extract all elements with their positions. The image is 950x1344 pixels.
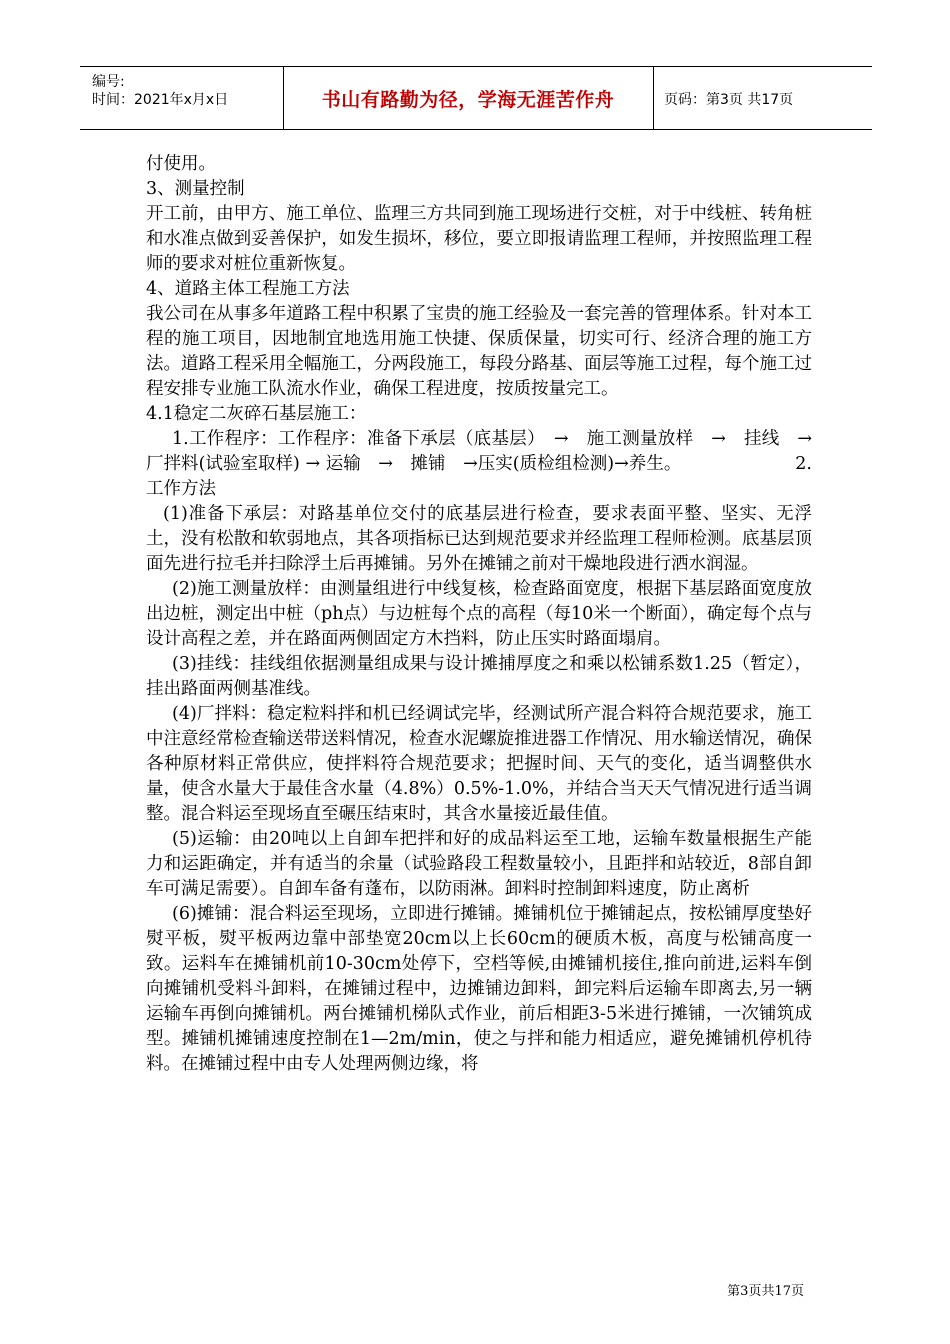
paragraph: (1)准备下承层：对路基单位交付的底基层进行检查，要求表面平整、坚实、无浮土，没有松散和软弱地点，其各项指标已达到规范要求并经监理工程师检测。底基层顶面先进行拉毛并扫除浮土后再摊铺。另外在摊铺之前对干燥地段进行洒水润湿。 [146,504,812,574]
header-motto: 书山有路勤为径，学海无涯苦作舟 [321,89,615,111]
page-header [80,66,872,130]
document-body [146,152,812,1077]
work-procedure-paragraph: 1.工作程序：工作程序：准备下承层（底基层） → 施工测量放样 → 挂线 →厂拌料(试验室取样) → 运输 → 摊铺 →压实(质检组检测)→养生。 2.工作方法 [146,429,812,499]
section-heading: 3、测量控制 [146,179,245,199]
paragraph: 我公司在从事多年道路工程中积累了宝贵的施工经验及一套完善的管理体系。针对本工程的施工项目，因地制宜地选用施工快捷、保质保量，切实可行、经济合理的施工方法。道路工程采用全幅施工，分两段施工，每段分路基、面层等施工过程，每个施工过程安排专业施工队流水作业，确保工程进度，按质按量完工。 [146,304,812,399]
header-page-cell [654,67,872,129]
header-page-number: 页码：第3页 共17页 [664,92,794,108]
subsection-heading: 4.1稳定二灰碎石基层施工： [146,404,367,424]
paragraph: 付使用。 [146,154,216,174]
paragraph: 开工前，由甲方、施工单位、监理三方共同到施工现场进行交桩，对于中线桩、转角桩和水准点做到妥善保护，如发生损坏，移位，要立即报请监理工程师，并按照监理工程师的要求对桩位重新恢复。 [146,204,812,274]
header-motto-cell [283,67,654,129]
document-number-label: 编号: [92,74,125,90]
header-meta-cell [80,67,284,129]
paragraph: (2)施工测量放样：由测量组进行中线复核，检查路面宽度，根据下基层路面宽度放出边桩，测定出中桩（ph点）与边桩每个点的高程（每10米一个断面），确定每个点与设计高程之差，并在路面两侧固定方木挡料，防止压实时路面塌肩。 [146,579,812,649]
paragraph: (4)厂拌料：稳定粒料拌和机已经调试完毕，经测试所产混合料符合规范要求，施工中注意经常检查输送带送料情况，检查水泥螺旋推进器工作情况、用水输送情况，确保各种原材料正常供应，使拌料符合规范要求；把握时间、天气的变化，适当调整供水量，使含水量大于最佳含水量（4.8%）0.5%-1.0%，并结合当天天气情况进行适当调整。混合料运至现场直至碾压结束时，其含水量接近最佳值。 [146,704,812,824]
paragraph: (6)摊铺：混合料运至现场，立即进行摊铺。摊铺机位于摊铺起点，按松铺厚度垫好熨平板，熨平板两边靠中部垫宽20cm以上长60cm的硬质木板，高度与松铺高度一致。运料车在摊铺机前10-30cm处停下，空档等候,由摊铺机接住,推向前进,运料车倒向摊铺机受料斗卸料，在摊铺过程中，边摊铺边卸料，卸完料后运输车即离去,另一辆运输车再倒向摊铺机。两台摊铺机梯队式作业，前后相距3-5米进行摊铺，一次铺筑成型。摊铺机摊铺速度控制在1—2m/min，使之与拌和能力相适应，避免摊铺机停机待料。在摊铺过程中由专人处理两侧边缘，将 [146,904,812,1074]
section-heading: 4、道路主体工程施工方法 [146,279,350,299]
page-footer: 第3页共17页 [727,1284,804,1299]
document-time-label: 时间：2021年x月x日 [92,92,229,108]
paragraph: (5)运输：由20吨以上自卸车把拌和好的成品料运至工地，运输车数量根据生产能力和运距确定，并有适当的余量（试验路段工程数量较小，且距拌和站较近，8部自卸车可满足需要）。自卸车备有蓬布，以防雨淋。卸料时控制卸料速度，防止离析 [146,829,812,899]
paragraph: (3)挂线：挂线组依据测量组成果与设计摊捕厚度之和乘以松铺系数1.25（暂定），挂出路面两侧基准线。 [146,654,812,699]
